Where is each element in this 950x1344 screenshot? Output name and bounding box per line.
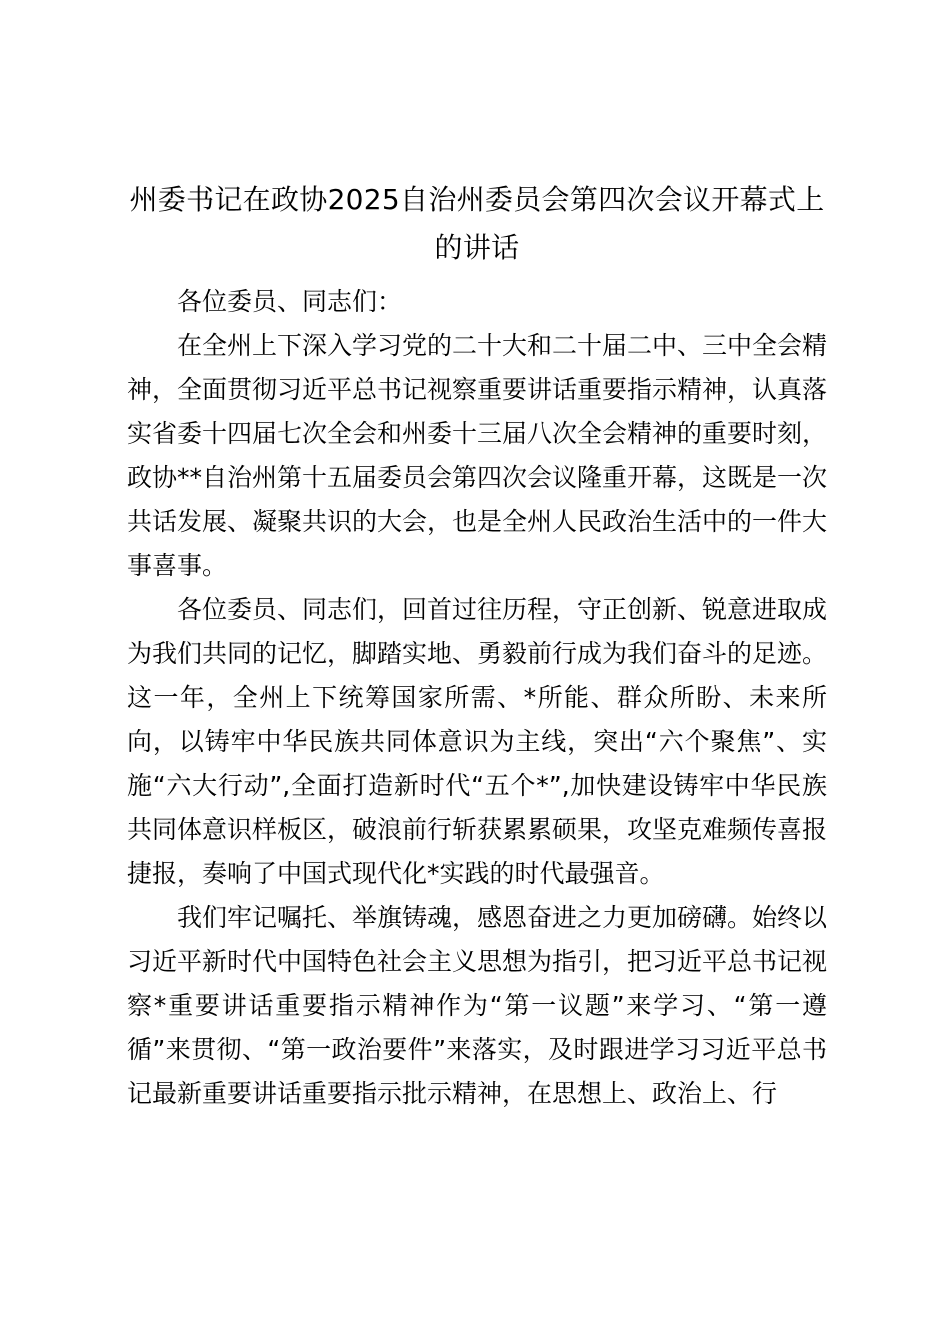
paragraph-2: 各位委员、同志们，回首过往历程，守正创新、锐意进取成为我们共同的记忆，脚踏实地、勇毅前行成为我们奋斗的足迹。这一年，全州上下统筹国家所需、*所能、群众所盼、未来所向，以铸牢中华民族共同体意识为主线，突出“六个聚焦”、实施“六大行动”,全面打造新时代“五个*”,加快建设铸牢中华民族共同体意识样板区，破浪前行斩获累累硕果，攻坚克难频传喜报捷报，奏响了中国式现代化*实践的时代最强音。: [127, 595, 828, 888]
document-title: 州委书记在政协2025自治州委员会第四次会议开幕式上的讲话: [129, 183, 825, 264]
document-body: [127, 176, 827, 1116]
paragraph-3: 我们牢记嘱托、举旗铸魂，感恩奋进之力更加磅礴。始终以习近平新时代中国特色社会主义思想为指引，把习近平总书记视察*重要讲话重要指示精神作为“第一议题”来学习、“第一遵循”来贯彻、“第一政治要件”来落实，及时跟进学习习近平总书记最新重要讲话重要指示批示精神，在思想上、政治上、行: [127, 903, 828, 1108]
paragraph-1: 在全州上下深入学习党的二十大和二十届二中、三中全会精神，全面贯彻习近平总书记视察重要讲话重要指示精神，认真落实省委十四届七次全会和州委十三届八次全会精神的重要时刻，政协**自治州第十五届委员会第四次会议隆重开幕，这既是一次共话发展、凝聚共识的大会，也是全州人民政治生活中的一件大事喜事。: [127, 331, 828, 580]
salutation: 各位委员、同志们：: [177, 287, 403, 316]
